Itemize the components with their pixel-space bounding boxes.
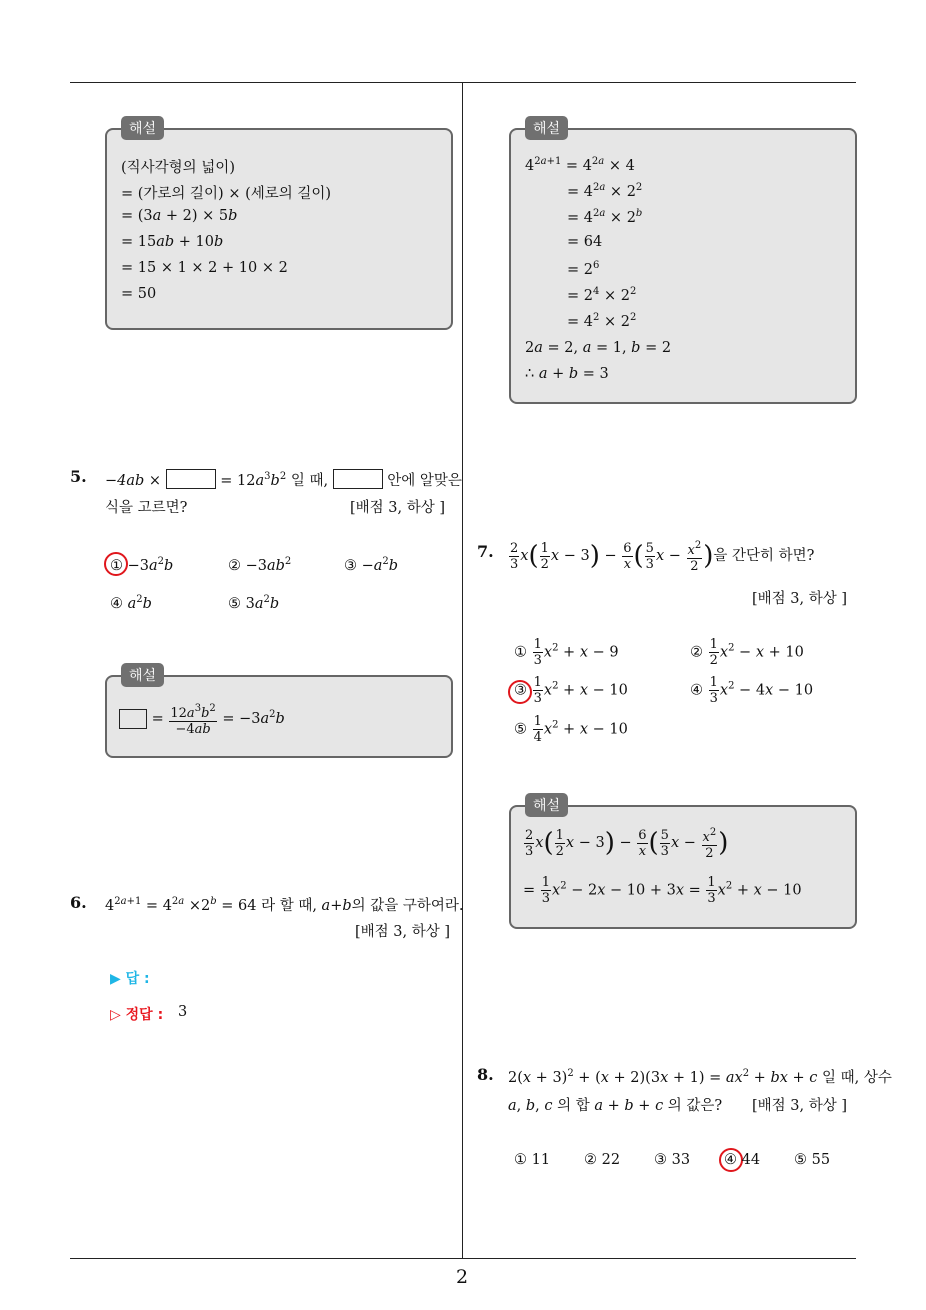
solution-line: = $2^4 \times 2^2$ [567,286,637,304]
column-divider [462,82,463,1258]
option[interactable]: ② $\frac{1}{2}$ $x^2 - x + 10$ [690,637,804,668]
question-text: $2(x + 3)^2 + (x + 2)(3x + 1) = ax^2$ + bx + c 일 때, 상수 [508,1068,892,1086]
solution-tag: 해설 [525,793,568,817]
solution-equation: = $\frac{12a^3b^2}{-4ab}$ = $-3a^2b$ [119,701,285,737]
option[interactable]: ③ $\frac{1}{3}$ $x^2 + x - 10$ [514,675,628,706]
solution-line: = (3a + 2) × 5b [121,208,238,224]
question-text: $\frac{2}{3}$ x( $\frac{1}{2}$ x − 3) − $\frac{6}{x}$ ( $\frac{5}{3}$ x − $\frac{x^2}{2}$ )을 간단히 하면? [510,540,815,574]
top-rule [70,82,856,83]
option[interactable]: ③ $-a^2b$ [344,556,399,574]
solution-line: = $2^6$ [567,260,600,278]
solution-line: = $4^{2a} \times 2^2$ [567,182,643,200]
answer-blank [333,469,383,489]
option[interactable]: ① 11 [514,1152,551,1168]
question-text-line2: 식을 고르면? [105,500,188,516]
solution-line: = 15ab + 10b [121,234,224,250]
score-label: [배점 3, 하상 ] [355,924,451,940]
question-number: 5. [70,467,87,486]
solution-line: $4^{2a+1} = 4^{2a} \times 4$ [525,156,635,174]
solution-line: $\frac{2}{3}$ x( $\frac{1}{2}$ x − 3) − $\frac{6}{x}$ ( $\frac{5}{3}$ x − $\frac{x^2}{2}$ ) [525,827,729,861]
solution-line: ∴ a + b = 3 [525,366,609,382]
solution-line: 2a = 2, a = 1, b = 2 [525,340,672,356]
score-label: [배점 3, 하상 ] [752,1098,848,1114]
option[interactable]: ② 22 [584,1152,621,1168]
option[interactable]: ④ $\frac{1}{3}$ $x^2 - 4x - 10$ [690,675,814,706]
option[interactable]: ⑤ $\frac{1}{4}$ $x^2 + x - 10$ [514,714,628,745]
answer-blank [119,709,147,729]
option[interactable]: ④ $a^2b$ [110,594,152,612]
solution-line: = 50 [121,286,157,302]
solution-box-q5 [105,668,453,758]
option[interactable]: ⑤ 55 [794,1152,831,1168]
solution-line: = (가로의 길이) × (세로의 길이) [121,186,332,202]
solution-line: = $4^2 \times 2^2$ [567,312,637,330]
question-text-line2: a, b, c 의 합 a + b + c 의 값은? [508,1098,723,1114]
solution-line: = $4^{2a} \times 2^b$ [567,208,643,226]
score-label: [배점 3, 하상 ] [752,591,848,607]
solution-box-q6 [509,121,857,404]
option[interactable]: ① $-3a^2b$ [110,556,174,574]
solution-box-q7 [509,798,857,929]
solution-tag: 해설 [121,663,164,687]
solution-line: = 15 × 1 × 2 + 10 × 2 [121,260,288,276]
option[interactable]: ③ 33 [654,1152,691,1168]
correct-answer-label: ▷ 정답 : [110,1007,164,1023]
solution-tag: 해설 [525,116,568,140]
bottom-rule [70,1258,856,1259]
solution-line: = $\frac{1}{3}$ $x^2 - 2x - 10 + 3x$ = $\frac{1}{3}$ $x^2 + x - 10$ [523,875,802,906]
solution-line: (직사각형의 넓이) [121,160,235,176]
solution-box-rectangle-area [105,121,453,330]
solution-tag: 해설 [121,116,164,140]
question-number: 7. [477,542,494,561]
question-text: −4ab × = $12a^3b^2$ 일 때, 안에 알맞은 [105,471,462,489]
option[interactable]: ⑤ $3a^2b$ [228,594,280,612]
answer-blank [166,469,216,489]
question-number: 8. [477,1065,494,1084]
option[interactable]: ② $-3ab^2$ [228,556,292,574]
page-number: 2 [456,1266,469,1288]
question-text: $4^{2a+1} = 4^{2a} \times 2^b = 64$ 라 할 때, a+b의 값을 구하여라. [105,896,464,914]
option[interactable]: ① $\frac{1}{3}$ $x^2 + x - 9$ [514,637,619,668]
option[interactable]: ④ 44 [724,1152,761,1168]
solution-line: = 64 [567,234,603,250]
correct-answer-value: 3 [178,1004,188,1020]
question-number: 6. [70,893,87,912]
score-label: [배점 3, 하상 ] [350,500,446,516]
answer-label: ▶ 답 : [110,971,150,987]
